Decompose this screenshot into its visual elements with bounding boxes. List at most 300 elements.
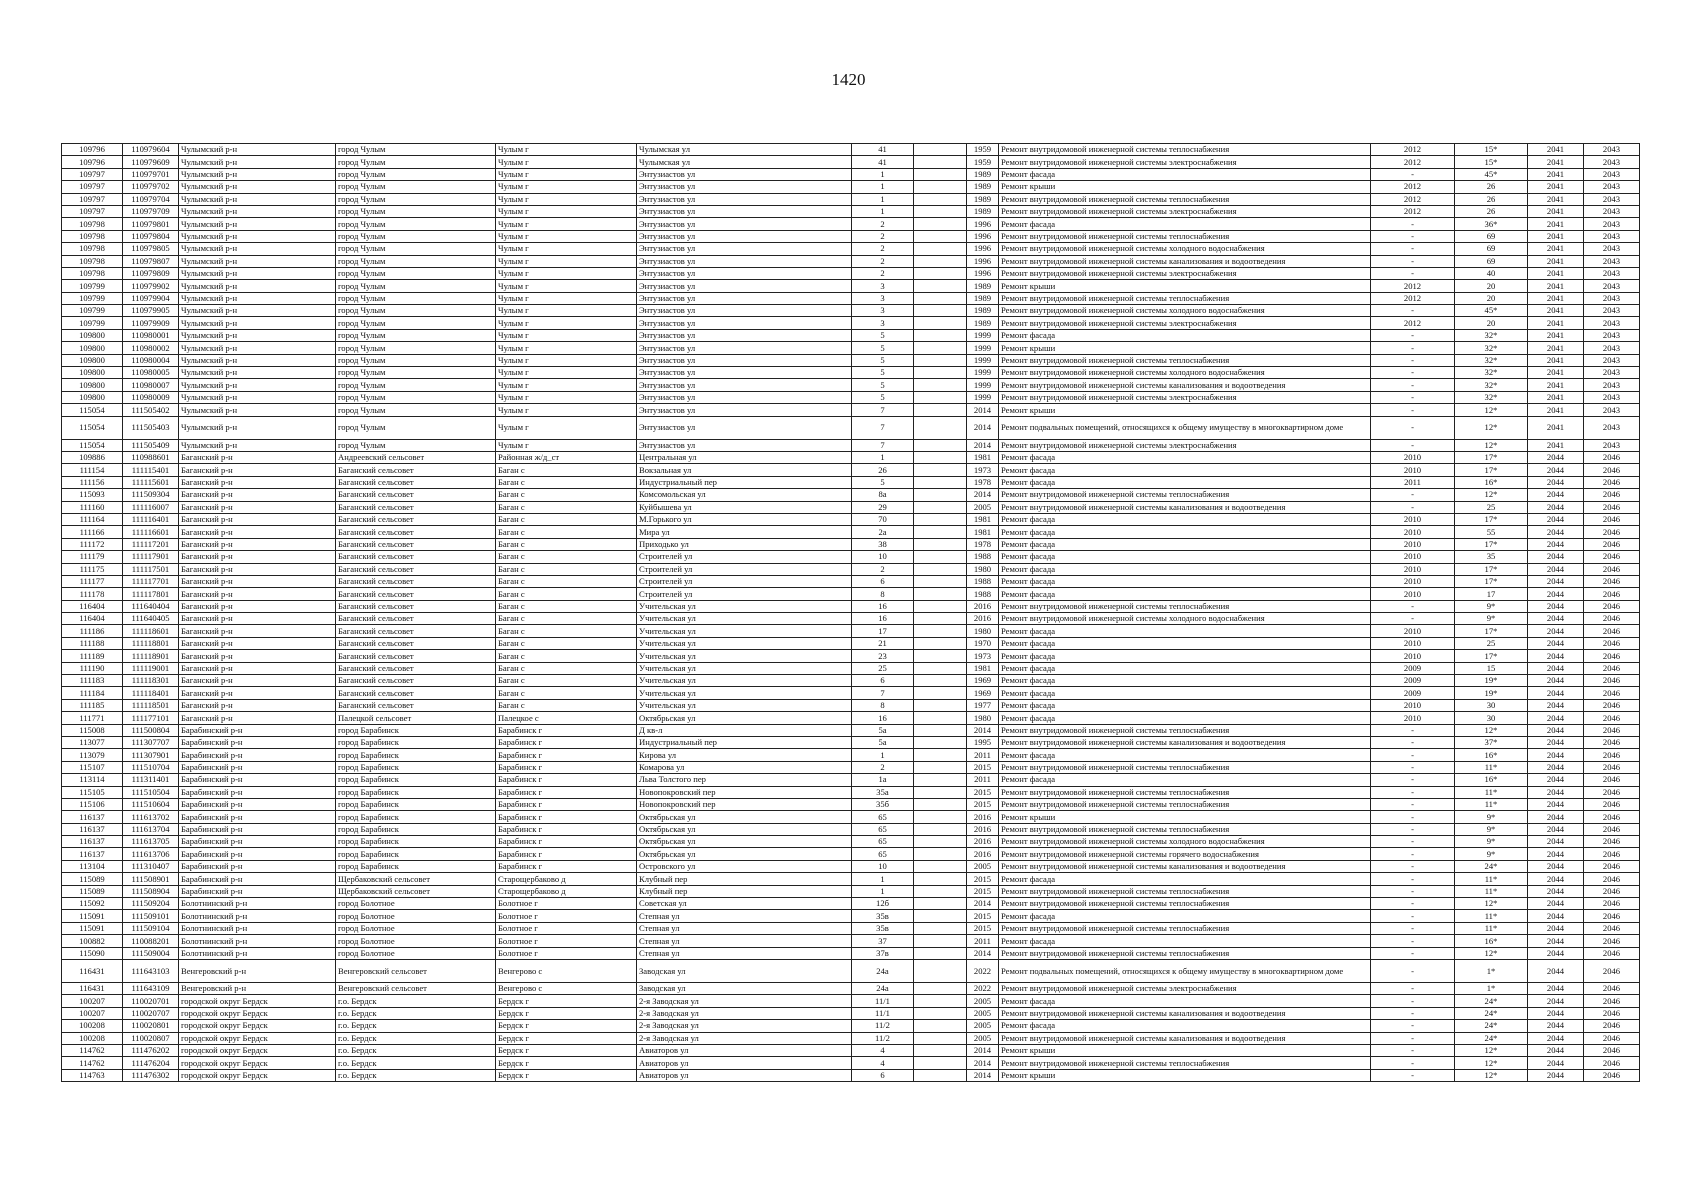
table-row (62, 749, 1640, 761)
cell-id: 113104 (62, 860, 123, 872)
cell-code: 111510704 (123, 761, 179, 773)
cell-wear: 16* (1455, 935, 1528, 947)
cell-house: 2 (852, 563, 914, 575)
cell-id: 109800 (62, 342, 123, 354)
cell-municipality: город Чулым (336, 342, 496, 354)
table-row (62, 712, 1640, 724)
cell-blank (914, 662, 967, 674)
cell-work-type: Ремонт фасада (999, 774, 1371, 786)
cell-year-from: 2041 (1528, 193, 1584, 205)
cell-id: 111172 (62, 538, 123, 550)
cell-id: 109798 (62, 230, 123, 242)
cell-street: Октябрьская ул (637, 712, 852, 724)
cell-municipality: город Барабинск (336, 761, 496, 773)
cell-house: 5 (852, 367, 914, 379)
cell-year-last: 2009 (1371, 687, 1455, 699)
cell-year-last: 2012 (1371, 292, 1455, 304)
cell-year-to: 2046 (1584, 625, 1640, 637)
cell-blank (914, 637, 967, 649)
cell-year-to: 2043 (1584, 391, 1640, 403)
cell-house: 3 (852, 305, 914, 317)
cell-year-built: 1969 (967, 687, 999, 699)
cell-year-from: 2041 (1528, 317, 1584, 329)
cell-blank (914, 836, 967, 848)
cell-code: 110979609 (123, 156, 179, 168)
cell-year-from: 2044 (1528, 761, 1584, 773)
cell-locality: Чулым г (496, 255, 637, 267)
cell-municipality: город Чулым (336, 391, 496, 403)
cell-work-type: Ремонт внутридомовой инженерной системы холодного водоснабжения (999, 613, 1371, 625)
cell-code: 110980004 (123, 354, 179, 366)
cell-street: Авиаторов ул (637, 1044, 852, 1056)
cell-year-from: 2044 (1528, 526, 1584, 538)
cell-year-from: 2041 (1528, 342, 1584, 354)
cell-district: городской округ Бердск (179, 1069, 336, 1081)
cell-locality: Барабинск г (496, 811, 637, 823)
cell-year-to: 2043 (1584, 317, 1640, 329)
cell-work-type: Ремонт фасада (999, 637, 1371, 649)
cell-work-type: Ремонт внутридомовой инженерной системы холодного водоснабжения (999, 367, 1371, 379)
cell-municipality: Баганский сельсовет (336, 526, 496, 538)
cell-year-to: 2046 (1584, 526, 1640, 538)
cell-locality: Баган с (496, 600, 637, 612)
cell-year-built: 1981 (967, 662, 999, 674)
cell-wear: 55 (1455, 526, 1528, 538)
cell-year-built: 2022 (967, 960, 999, 983)
cell-year-built: 1970 (967, 637, 999, 649)
cell-work-type: Ремонт фасада (999, 749, 1371, 761)
table-row (62, 860, 1640, 872)
table-row (62, 451, 1640, 463)
cell-blank (914, 675, 967, 687)
cell-blank (914, 193, 967, 205)
cell-year-from: 2044 (1528, 687, 1584, 699)
table-row (62, 230, 1640, 242)
cell-house: 2 (852, 243, 914, 255)
cell-street: Индустриальный пер (637, 736, 852, 748)
cell-id: 115107 (62, 761, 123, 773)
cell-id: 109799 (62, 317, 123, 329)
cell-wear: 32* (1455, 391, 1528, 403)
cell-wear: 11* (1455, 761, 1528, 773)
cell-house: 1 (852, 205, 914, 217)
table-row (62, 1020, 1640, 1032)
cell-code: 111500804 (123, 724, 179, 736)
cell-year-last: - (1371, 885, 1455, 897)
cell-wear: 17* (1455, 513, 1528, 525)
cell-id: 109799 (62, 280, 123, 292)
cell-district: Чулымский р-н (179, 317, 336, 329)
cell-street: Энтузиастов ул (637, 255, 852, 267)
cell-blank (914, 156, 967, 168)
cell-district: Баганский р-н (179, 613, 336, 625)
cell-id: 109797 (62, 205, 123, 217)
cell-wear: 19* (1455, 675, 1528, 687)
cell-year-from: 2041 (1528, 144, 1584, 156)
cell-year-to: 2043 (1584, 354, 1640, 366)
cell-year-to: 2046 (1584, 501, 1640, 513)
cell-year-from: 2044 (1528, 983, 1584, 995)
cell-district: Баганский р-н (179, 526, 336, 538)
cell-year-built: 2014 (967, 1069, 999, 1081)
cell-year-from: 2044 (1528, 650, 1584, 662)
cell-blank (914, 501, 967, 513)
cell-district: Баганский р-н (179, 600, 336, 612)
cell-year-to: 2043 (1584, 156, 1640, 168)
cell-year-from: 2044 (1528, 774, 1584, 786)
cell-blank (914, 1057, 967, 1069)
cell-year-to: 2043 (1584, 292, 1640, 304)
cell-year-built: 1999 (967, 379, 999, 391)
cell-wear: 26 (1455, 205, 1528, 217)
cell-work-type: Ремонт фасада (999, 625, 1371, 637)
cell-year-from: 2044 (1528, 513, 1584, 525)
cell-year-from: 2044 (1528, 960, 1584, 983)
cell-locality: Бердск г (496, 1007, 637, 1019)
cell-municipality: Палецкой сельсовет (336, 712, 496, 724)
cell-house: 10 (852, 551, 914, 563)
cell-work-type: Ремонт фасада (999, 712, 1371, 724)
cell-municipality: Баганский сельсовет (336, 501, 496, 513)
cell-work-type: Ремонт фасада (999, 873, 1371, 885)
cell-year-last: 2012 (1371, 144, 1455, 156)
cell-house: 24а (852, 960, 914, 983)
cell-municipality: город Чулым (336, 379, 496, 391)
table-row (62, 255, 1640, 267)
cell-locality: Чулым г (496, 168, 637, 180)
cell-year-from: 2044 (1528, 563, 1584, 575)
cell-house: 6 (852, 1069, 914, 1081)
cell-year-last: - (1371, 774, 1455, 786)
cell-year-last: - (1371, 873, 1455, 885)
cell-code: 111476302 (123, 1069, 179, 1081)
cell-municipality: Баганский сельсовет (336, 637, 496, 649)
cell-street: Степная ул (637, 922, 852, 934)
cell-code: 110980001 (123, 329, 179, 341)
table-row (62, 1032, 1640, 1044)
cell-work-type: Ремонт внутридомовой инженерной системы канализования и водоотведения (999, 501, 1371, 513)
cell-work-type: Ремонт крыши (999, 280, 1371, 292)
cell-year-from: 2041 (1528, 404, 1584, 416)
cell-id: 100882 (62, 935, 123, 947)
cell-wear: 17 (1455, 588, 1528, 600)
cell-year-built: 1999 (967, 354, 999, 366)
cell-id: 115008 (62, 724, 123, 736)
cell-street: Энтузиастов ул (637, 267, 852, 279)
cell-id: 111177 (62, 575, 123, 587)
cell-id: 111179 (62, 551, 123, 563)
cell-street: Учительская ул (637, 699, 852, 711)
cell-year-to: 2046 (1584, 637, 1640, 649)
cell-year-last: 2012 (1371, 181, 1455, 193)
cell-house: 7 (852, 687, 914, 699)
table-row (62, 687, 1640, 699)
cell-locality: Барабинск г (496, 798, 637, 810)
cell-id: 116137 (62, 836, 123, 848)
cell-district: городской округ Бердск (179, 995, 336, 1007)
cell-district: городской округ Бердск (179, 1007, 336, 1019)
table-row (62, 699, 1640, 711)
cell-year-last: 2010 (1371, 538, 1455, 550)
cell-year-to: 2046 (1584, 749, 1640, 761)
cell-wear: 12* (1455, 898, 1528, 910)
cell-wear: 30 (1455, 712, 1528, 724)
cell-year-to: 2046 (1584, 774, 1640, 786)
cell-year-from: 2044 (1528, 786, 1584, 798)
cell-work-type: Ремонт внутридомовой инженерной системы теплоснабжения (999, 898, 1371, 910)
cell-street: Энтузиастов ул (637, 243, 852, 255)
cell-code: 111118601 (123, 625, 179, 637)
cell-year-to: 2043 (1584, 439, 1640, 451)
cell-blank (914, 898, 967, 910)
cell-id: 109800 (62, 367, 123, 379)
cell-blank (914, 983, 967, 995)
cell-blank (914, 367, 967, 379)
cell-municipality: Баганский сельсовет (336, 575, 496, 587)
cell-year-built: 1989 (967, 168, 999, 180)
cell-municipality: г.о. Бердск (336, 1057, 496, 1069)
cell-blank (914, 476, 967, 488)
cell-year-to: 2043 (1584, 267, 1640, 279)
cell-year-to: 2046 (1584, 551, 1640, 563)
cell-locality: Старощербаково д (496, 885, 637, 897)
cell-street: Центральная ул (637, 451, 852, 463)
cell-wear: 40 (1455, 267, 1528, 279)
cell-id: 111156 (62, 476, 123, 488)
cell-year-last: - (1371, 823, 1455, 835)
cell-year-last: - (1371, 910, 1455, 922)
cell-year-built: 1996 (967, 230, 999, 242)
cell-street: Советская ул (637, 898, 852, 910)
cell-id: 116137 (62, 811, 123, 823)
cell-district: Чулымский р-н (179, 439, 336, 451)
cell-year-from: 2044 (1528, 848, 1584, 860)
cell-year-built: 2014 (967, 439, 999, 451)
cell-year-from: 2044 (1528, 836, 1584, 848)
cell-wear: 26 (1455, 193, 1528, 205)
cell-year-last: 2010 (1371, 625, 1455, 637)
cell-year-from: 2044 (1528, 823, 1584, 835)
cell-year-to: 2046 (1584, 860, 1640, 872)
cell-house: 65 (852, 811, 914, 823)
cell-year-last: - (1371, 1044, 1455, 1056)
cell-wear: 24* (1455, 860, 1528, 872)
cell-year-built: 1981 (967, 513, 999, 525)
cell-district: Чулымский р-н (179, 243, 336, 255)
cell-wear: 24* (1455, 995, 1528, 1007)
cell-year-last: - (1371, 922, 1455, 934)
cell-wear: 17* (1455, 451, 1528, 463)
cell-locality: Баган с (496, 476, 637, 488)
cell-year-built: 1999 (967, 367, 999, 379)
cell-municipality: город Болотное (336, 935, 496, 947)
cell-year-last: 2010 (1371, 588, 1455, 600)
cell-work-type: Ремонт внутридомовой инженерной системы канализования и водоотведения (999, 1032, 1371, 1044)
cell-municipality: город Чулым (336, 193, 496, 205)
cell-municipality: Баганский сельсовет (336, 551, 496, 563)
cell-work-type: Ремонт фасада (999, 563, 1371, 575)
cell-id: 109799 (62, 292, 123, 304)
cell-work-type: Ремонт крыши (999, 811, 1371, 823)
cell-code: 111476204 (123, 1057, 179, 1069)
table-row (62, 439, 1640, 451)
cell-id: 111166 (62, 526, 123, 538)
cell-house: 11/1 (852, 995, 914, 1007)
cell-district: Чулымский р-н (179, 156, 336, 168)
cell-blank (914, 910, 967, 922)
cell-district: Баганский р-н (179, 464, 336, 476)
cell-district: Чулымский р-н (179, 416, 336, 439)
cell-municipality: город Барабинск (336, 786, 496, 798)
cell-municipality: город Чулым (336, 404, 496, 416)
cell-code: 111613706 (123, 848, 179, 860)
cell-code: 111115401 (123, 464, 179, 476)
cell-code: 111116601 (123, 526, 179, 538)
cell-code: 110979904 (123, 292, 179, 304)
cell-street: Энтузиастов ул (637, 391, 852, 403)
cell-locality: Чулым г (496, 367, 637, 379)
cell-house: 5 (852, 342, 914, 354)
cell-year-to: 2046 (1584, 823, 1640, 835)
cell-year-from: 2044 (1528, 1020, 1584, 1032)
cell-year-from: 2044 (1528, 489, 1584, 501)
cell-house: 65 (852, 836, 914, 848)
cell-year-built: 2014 (967, 1057, 999, 1069)
cell-wear: 24* (1455, 1007, 1528, 1019)
cell-id: 109796 (62, 156, 123, 168)
table-row (62, 811, 1640, 823)
cell-year-from: 2044 (1528, 551, 1584, 563)
cell-year-from: 2044 (1528, 712, 1584, 724)
cell-year-last: - (1371, 736, 1455, 748)
cell-year-built: 2015 (967, 798, 999, 810)
cell-year-to: 2043 (1584, 218, 1640, 230)
cell-year-to: 2046 (1584, 712, 1640, 724)
cell-work-type: Ремонт внутридомовой инженерной системы теплоснабжения (999, 354, 1371, 366)
cell-wear: 16* (1455, 476, 1528, 488)
cell-district: Баганский р-н (179, 563, 336, 575)
cell-id: 111164 (62, 513, 123, 525)
cell-locality: Баган с (496, 501, 637, 513)
cell-blank (914, 947, 967, 959)
cell-year-last: - (1371, 786, 1455, 798)
cell-locality: Венгерово с (496, 960, 637, 983)
cell-year-last: 2010 (1371, 451, 1455, 463)
cell-code: 111643103 (123, 960, 179, 983)
cell-wear: 15 (1455, 662, 1528, 674)
cell-street: Степная ул (637, 935, 852, 947)
cell-code: 111117501 (123, 563, 179, 575)
cell-id: 111186 (62, 625, 123, 637)
cell-code: 110980005 (123, 367, 179, 379)
cell-code: 110979801 (123, 218, 179, 230)
cell-work-type: Ремонт подвальных помещений, относящихся к общему имуществу в многоквартирном доме (999, 416, 1371, 439)
cell-work-type: Ремонт внутридомовой инженерной системы теплоснабжения (999, 144, 1371, 156)
cell-locality: Барабинск г (496, 736, 637, 748)
cell-street: Заводская ул (637, 960, 852, 983)
cell-street: Энтузиастов ул (637, 379, 852, 391)
cell-code: 111505402 (123, 404, 179, 416)
cell-street: Вокзальная ул (637, 464, 852, 476)
cell-blank (914, 1044, 967, 1056)
cell-year-from: 2044 (1528, 922, 1584, 934)
cell-district: Барабинский р-н (179, 860, 336, 872)
cell-year-from: 2044 (1528, 464, 1584, 476)
cell-house: 2а (852, 526, 914, 538)
cell-work-type: Ремонт внутридомовой инженерной системы теплоснабжения (999, 292, 1371, 304)
cell-year-from: 2044 (1528, 451, 1584, 463)
cell-district: Баганский р-н (179, 489, 336, 501)
cell-district: Барабинский р-н (179, 836, 336, 848)
cell-year-from: 2044 (1528, 873, 1584, 885)
cell-street: Строителей ул (637, 563, 852, 575)
table-row (62, 675, 1640, 687)
cell-street: Новопокровский пер (637, 798, 852, 810)
cell-code: 110979902 (123, 280, 179, 292)
cell-street: Энтузиастов ул (637, 342, 852, 354)
cell-id: 109800 (62, 354, 123, 366)
table-row (62, 416, 1640, 439)
cell-wear: 17* (1455, 625, 1528, 637)
cell-year-to: 2046 (1584, 662, 1640, 674)
cell-id: 109798 (62, 243, 123, 255)
cell-work-type: Ремонт фасада (999, 575, 1371, 587)
cell-code: 110979709 (123, 205, 179, 217)
cell-work-type: Ремонт крыши (999, 181, 1371, 193)
cell-locality: Барабинск г (496, 786, 637, 798)
cell-street: Энтузиастов ул (637, 181, 852, 193)
cell-code: 111510504 (123, 786, 179, 798)
cell-district: Баганский р-н (179, 575, 336, 587)
cell-district: Чулымский р-н (179, 168, 336, 180)
cell-id: 116404 (62, 600, 123, 612)
cell-year-to: 2046 (1584, 947, 1640, 959)
cell-id: 111184 (62, 687, 123, 699)
cell-code: 111613705 (123, 836, 179, 848)
cell-blank (914, 329, 967, 341)
cell-house: 4 (852, 1044, 914, 1056)
cell-blank (914, 379, 967, 391)
cell-year-built: 1988 (967, 588, 999, 600)
cell-id: 115093 (62, 489, 123, 501)
cell-municipality: Баганский сельсовет (336, 625, 496, 637)
cell-house: 29 (852, 501, 914, 513)
cell-work-type: Ремонт внутридомовой инженерной системы теплоснабжения (999, 724, 1371, 736)
cell-year-last: 2010 (1371, 575, 1455, 587)
cell-house: 3 (852, 317, 914, 329)
cell-year-from: 2041 (1528, 168, 1584, 180)
cell-wear: 12* (1455, 404, 1528, 416)
cell-code: 110980007 (123, 379, 179, 391)
cell-municipality: город Чулым (336, 230, 496, 242)
cell-blank (914, 181, 967, 193)
cell-id: 111185 (62, 699, 123, 711)
cell-street: Авиаторов ул (637, 1057, 852, 1069)
cell-year-from: 2044 (1528, 749, 1584, 761)
cell-year-built: 2014 (967, 404, 999, 416)
cell-year-built: 1978 (967, 538, 999, 550)
cell-blank (914, 218, 967, 230)
cell-house: 5 (852, 354, 914, 366)
cell-year-last: 2010 (1371, 699, 1455, 711)
cell-year-to: 2043 (1584, 255, 1640, 267)
cell-street: Октябрьская ул (637, 848, 852, 860)
cell-code: 110020801 (123, 1020, 179, 1032)
cell-wear: 1* (1455, 960, 1528, 983)
cell-municipality: Баганский сельсовет (336, 675, 496, 687)
cell-blank (914, 848, 967, 860)
cell-wear: 12* (1455, 1069, 1528, 1081)
